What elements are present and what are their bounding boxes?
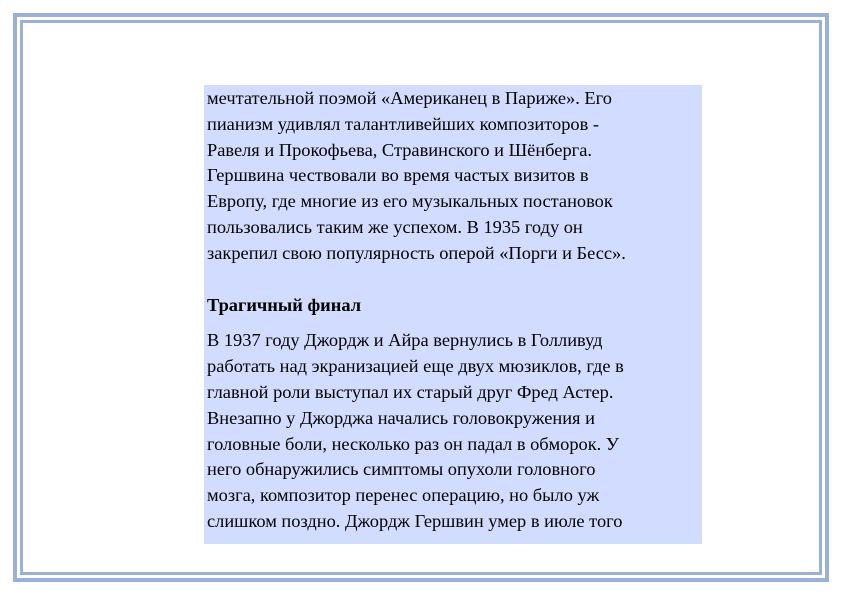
text-line: мечтательной поэмой «Американец в Париже». Его bbox=[207, 88, 612, 108]
text-line: В 1937 году Джордж и Айра вернулись в Голливуд bbox=[207, 330, 603, 351]
text-block bbox=[204, 85, 702, 544]
paragraph-2 bbox=[207, 328, 702, 534]
text-line: Внезапно у Джорджа начались головокружения и bbox=[207, 407, 595, 428]
section-heading: Трагичный финал bbox=[207, 294, 362, 315]
text-line: Европу, где многие из его музыкальных постановок bbox=[207, 191, 613, 212]
text-line: пользовались таким же успехом. В 1935 году он bbox=[207, 216, 583, 237]
text-line: пианизм удивлял талантливейших композиторов - bbox=[207, 113, 600, 134]
text-line: мозга, композитор перенес операцию, но было уж bbox=[207, 485, 600, 506]
text-line: главной роли выступал их старый друг Фред Астер. bbox=[207, 381, 614, 402]
text-line: закрепил свою популярность оперой «Порги и Бесс». bbox=[207, 242, 626, 263]
text-line: работать над экранизацией еще двух мюзиклов, где в bbox=[207, 356, 624, 377]
text-line: Равеля и Прокофьева, Стравинского и Шёнберга. bbox=[207, 139, 592, 160]
text-line: Гершвина чествовали во время частых визитов в bbox=[207, 165, 589, 186]
text-line: него обнаружились симптомы опухоли головного bbox=[207, 459, 596, 480]
text-line: головные боли, несколько раз он падал в обморок. У bbox=[207, 433, 619, 454]
text-line: слишком поздно. Джордж Гершвин умер в июле того bbox=[207, 510, 623, 531]
paragraph-1 bbox=[207, 86, 702, 267]
